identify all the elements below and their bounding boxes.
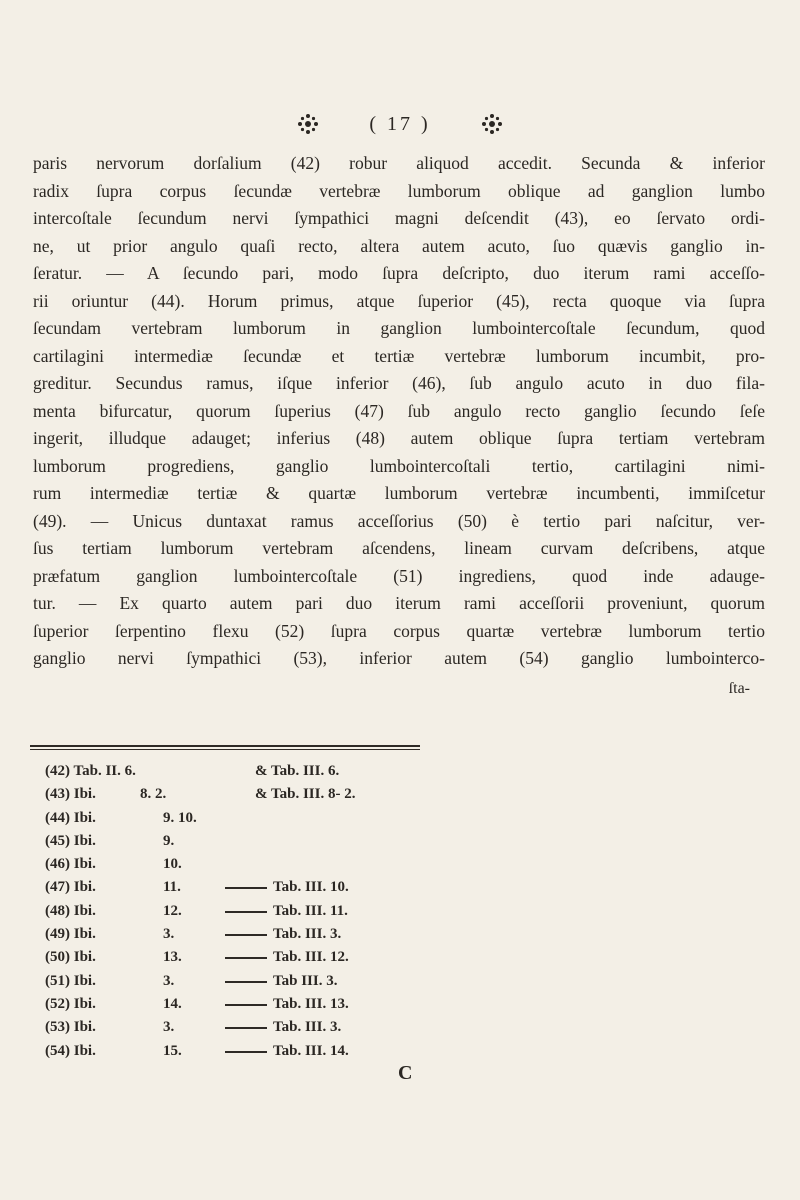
footnote-dash bbox=[225, 981, 267, 983]
footnote-ref: (50) Ibi. bbox=[45, 949, 96, 966]
footnote-ref: (52) Ibi. bbox=[45, 995, 96, 1012]
footnote-figure: 9. 10. bbox=[163, 809, 197, 826]
footnote-dash bbox=[225, 1051, 267, 1053]
footnote-figure: 13. bbox=[163, 949, 182, 966]
text-line: paris nervorum dorſalium (42) robur aliquod accedit. Secunda & inferior bbox=[33, 153, 765, 173]
text-line: radix ſupra corpus ſecundæ vertebræ lumborum oblique ad ganglion lumbo bbox=[33, 180, 765, 201]
footnote-dash bbox=[225, 1004, 267, 1006]
text-line: intercoſtale ſecundum nervi ſympathici magni deſcendit (43), eo ſervato ordi- bbox=[33, 208, 765, 228]
footnote-ref: (47) Ibi. bbox=[45, 879, 96, 896]
footnote-table-ref: Tab III. 3. bbox=[273, 972, 338, 989]
text-line: rii oriuntur (44). Horum primus, atque ſuperior (45), recta quoque via ſupra bbox=[33, 290, 765, 311]
footnote-ref: (48) Ibi. bbox=[45, 902, 96, 919]
footnote-row bbox=[45, 783, 465, 806]
signature-mark: C bbox=[398, 1062, 413, 1084]
footnote-row bbox=[45, 900, 465, 923]
footnote-figure: 12. bbox=[163, 902, 182, 919]
footnote-row bbox=[45, 760, 465, 783]
footnote-ref: (46) Ibi. bbox=[45, 856, 96, 873]
text-line: menta bifurcatur, quorum ſuperius (47) ſub angulo recto ganglio ſecundo ſeſe bbox=[33, 400, 765, 421]
text-line: ſus tertiam lumborum vertebram aſcendens, lineam curvam deſcribens, atque bbox=[33, 538, 765, 558]
text-line: ganglio nervi ſympathici (53), inferior autem (54) ganglio lumbointerco- bbox=[33, 648, 765, 668]
footnote-ref: (45) Ibi. bbox=[45, 832, 96, 849]
footnote-ref: (42) Tab. II. 6. bbox=[45, 763, 136, 779]
footnote-row bbox=[45, 993, 465, 1016]
text-line: ingerit, illudque adauget; inferius (48) autem oblique ſupra tertiam vertebram bbox=[33, 428, 765, 448]
footnote-ref: (49) Ibi. bbox=[45, 926, 96, 943]
footnote-table-ref: & Tab. III. 6. bbox=[255, 763, 340, 779]
text-line: ſecundam vertebram lumborum in ganglion lumbointercoſtale ſecundum, quod bbox=[33, 318, 765, 338]
footnote-row bbox=[45, 830, 465, 853]
text-line: greditur. Secundus ramus, iſque inferior (46), ſub angulo acuto in duo fila- bbox=[33, 373, 765, 393]
footnote-figure: 3. bbox=[163, 1019, 175, 1036]
footnote-figure: 9. bbox=[163, 832, 175, 849]
text-line: ſeratur. — A ſecundo pari, modo ſupra deſcripto, duo iterum rami acceſſo- bbox=[33, 263, 765, 283]
footnote-row bbox=[45, 807, 465, 830]
footnote-row bbox=[45, 876, 465, 899]
footnotes bbox=[45, 760, 465, 1063]
footnote-ref: (54) Ibi. bbox=[45, 1042, 96, 1059]
footnote-row bbox=[45, 853, 465, 876]
footnote-table-ref: Tab. III. 3. bbox=[273, 1019, 342, 1036]
footnote-figure: 8. 2. bbox=[140, 786, 167, 803]
text-line: ſuperior ſerpentino flexu (52) ſupra corpus quartæ vertebræ lumborum tertio bbox=[33, 620, 765, 641]
ornament-icon bbox=[481, 113, 503, 135]
text-line: (49). — Unicus duntaxat ramus acceſſorius (50) è tertio pari naſcitur, ver- bbox=[33, 510, 765, 531]
catchword: ſta- bbox=[728, 680, 750, 697]
text-line: cartilagini intermediæ ſecundæ et tertiæ vertebræ lumborum incumbit, pro- bbox=[33, 345, 765, 366]
footnote-table-ref: Tab. III. 3. bbox=[273, 926, 342, 943]
footnote-figure: 15. bbox=[163, 1042, 182, 1059]
footnote-dash bbox=[225, 911, 267, 913]
page-number: ( 17 ) bbox=[369, 112, 431, 135]
footnote-figure: 14. bbox=[163, 995, 182, 1012]
body-text bbox=[33, 150, 765, 673]
text-line: præfatum ganglion lumbointercoſtale (51) ingrediens, quod inde adauge- bbox=[33, 565, 765, 586]
running-header bbox=[0, 108, 800, 140]
text-line: lumborum progrediens, ganglio lumbointercoſtali tertio, cartilagini nimi- bbox=[33, 455, 765, 476]
footnote-ref: (44) Ibi. bbox=[45, 809, 96, 826]
footnote-table-ref: Tab. III. 14. bbox=[273, 1042, 349, 1059]
footnote-rule bbox=[30, 749, 420, 750]
footnote-table-ref: Tab. III. 10. bbox=[273, 879, 349, 896]
footnote-rule bbox=[30, 745, 420, 747]
footnote-table-ref: Tab. III. 13. bbox=[273, 995, 349, 1012]
text-line: ne, ut prior angulo quaſi recto, altera autem acuto, ſuo quævis ganglio in- bbox=[33, 235, 765, 256]
footnote-table-ref: Tab. III. 12. bbox=[273, 949, 349, 966]
footnote-figure: 10. bbox=[163, 856, 182, 873]
footnote-row bbox=[45, 970, 465, 993]
footnote-dash bbox=[225, 887, 267, 889]
footnote-ref: (51) Ibi. bbox=[45, 972, 96, 989]
text-line: rum intermediæ tertiæ & quartæ lumborum vertebræ incumbenti, immiſcetur bbox=[33, 483, 765, 503]
footnote-figure: 3. bbox=[163, 926, 175, 943]
ornament-icon bbox=[297, 113, 319, 135]
footnote-ref: (53) Ibi. bbox=[45, 1019, 96, 1036]
footnote-dash bbox=[225, 1027, 267, 1029]
footnote-dash bbox=[225, 934, 267, 936]
footnote-row bbox=[45, 1040, 465, 1063]
footnote-figure: 11. bbox=[163, 879, 181, 896]
footnote-row bbox=[45, 923, 465, 946]
footnote-row bbox=[45, 1016, 465, 1039]
footnote-row bbox=[45, 946, 465, 969]
footnote-ref: (43) Ibi. bbox=[45, 786, 96, 803]
footnote-figure: 3. bbox=[163, 972, 175, 989]
text-line: tur. — Ex quarto autem pari duo iterum rami acceſſorii proveniunt, quorum bbox=[33, 593, 765, 613]
footnote-table-ref: Tab. III. 11. bbox=[273, 902, 348, 919]
footnote-dash bbox=[225, 957, 267, 959]
footnote-table-ref: & Tab. III. 8- 2. bbox=[255, 786, 356, 803]
